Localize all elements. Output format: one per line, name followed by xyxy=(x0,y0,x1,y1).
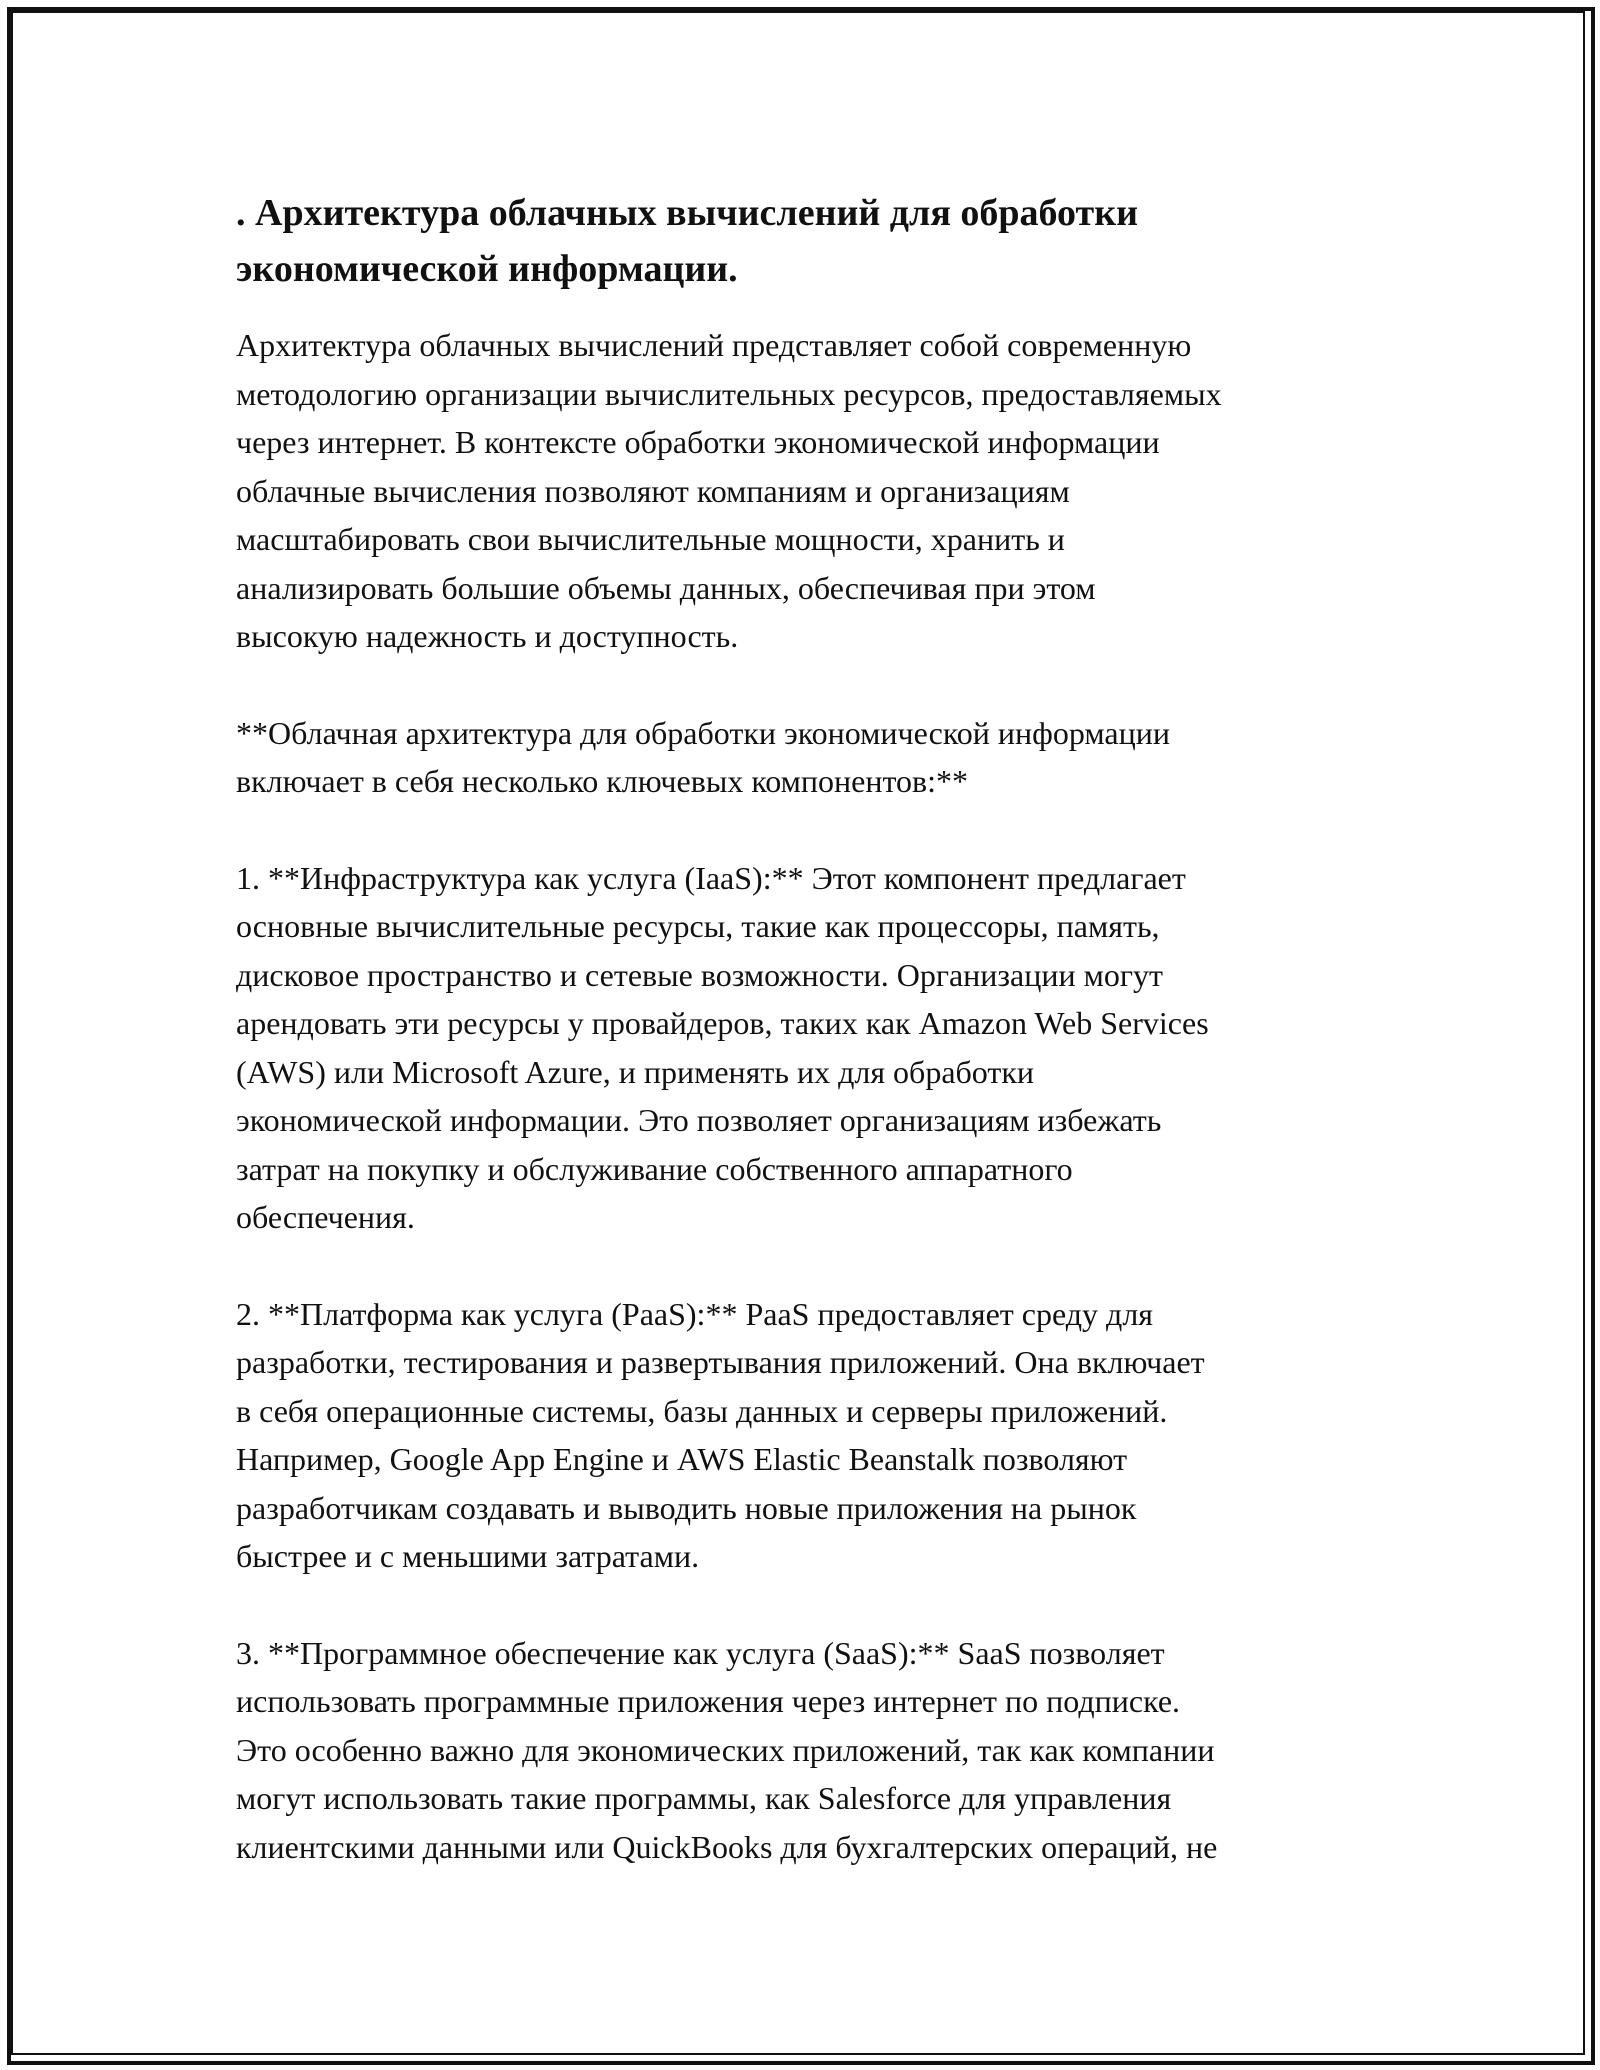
document-title: . Архитектура облачных вычислений для обработки экономической информации. xyxy=(236,192,1138,290)
components-heading-paragraph: **Облачная архитектура для обработки экономической информации включает в себя несколько ключевых компонентов:** xyxy=(236,714,1170,799)
list-item-paas: 2. **Платформа как услуга (PaaS):** PaaS предоставляет среду для разработки, тестирования и развертывания приложений. Она включает в себя операционные системы, базы данных и серверы приложений. Например, Google App Engine и AWS Elastic Beanstalk позволяют разработчикам создавать и выводить новые приложения на рынок быстрее и с меньшими затратами. xyxy=(236,1295,1205,1574)
intro-paragraph: Архитектура облачных вычислений представляет собой современную методологию организации вычислительных ресурсов, предоставляемых через интернет. В контексте обработки экономической информации облачные вычисления позволяют компаниям и организациям масштабировать свои вычислительные мощности, хранить и анализировать большие объемы данных, обеспечивая при этом высокую надежность и доступность. xyxy=(236,327,1222,654)
list-item-iaas: 1. **Инфраструктура как услуга (IaaS):** Этот компонент предлагает основные вычислительные ресурсы, такие как процессоры, память, дисковое пространство и сетевые возможности. Организации могут арендовать эти ресурсы у провайдеров, таких как Amazon Web Services (AWS) или Microsoft Azure, и применять их для обработки экономической информации. Это позволяет организациям избежать затрат на покупку и обслуживание собственного аппаратного обеспечения. xyxy=(236,859,1209,1235)
list-item-saas: 3. **Программное обеспечение как услуга (SaaS):** SaaS позволяет использовать программные приложения через интернет по подписке. Это особенно важно для экономических приложений, так как компании могут использовать такие программы, как Salesforce для управления клиентскими данными или QuickBooks для бухгалтерских операций, не xyxy=(236,1634,1218,1865)
document-body xyxy=(236,185,1376,1919)
